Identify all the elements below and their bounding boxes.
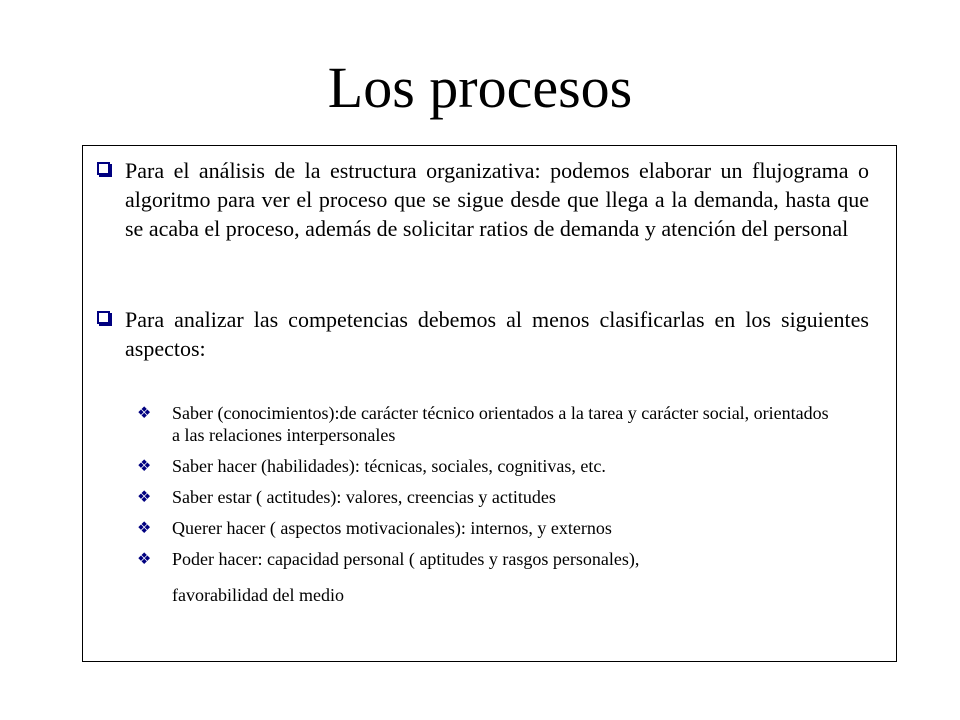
sub-bullet-text: Poder hacer: capacidad personal ( aptitudes y rasgos personales), [172, 549, 640, 569]
square-bullet-icon [97, 311, 110, 324]
sub-bullet-text: Saber (conocimientos):de carácter técnico orientados a la tarea y carácter social, orientados a las relaciones interpersonales [172, 403, 829, 445]
diamond-bullet-icon: ❖ [137, 487, 152, 506]
sub-bullet-item [137, 402, 837, 446]
sub-bullet-item [137, 486, 837, 508]
diamond-bullet-icon: ❖ [137, 518, 152, 537]
sub-bullet-item [137, 548, 837, 606]
sub-bullet-item [137, 517, 837, 539]
bullet-text: Para el análisis de la estructura organizativa: podemos elaborar un flujograma o algoritmo para ver el proceso que se sigue desde que llega a la demanda, hasta que se acaba el proceso, además de solicitar ratios de demanda y atención del personal [125, 158, 869, 241]
sub-bullet-continuation: favorabilidad del medio [172, 585, 344, 605]
diamond-bullet-icon: ❖ [137, 403, 152, 422]
sub-bullet-text: Querer hacer ( aspectos motivacionales): internos, y externos [172, 518, 612, 538]
diamond-bullet-icon: ❖ [137, 549, 152, 568]
bullet-item-competencias [97, 305, 869, 363]
sub-bullet-item [137, 455, 837, 477]
square-bullet-icon [97, 162, 110, 175]
slide-title: Los procesos [327, 55, 633, 120]
sub-bullet-text: Saber estar ( actitudes): valores, creencias y actitudes [172, 487, 556, 507]
diamond-bullet-icon: ❖ [137, 456, 152, 475]
sub-bullet-list [137, 402, 837, 615]
sub-bullet-text: Saber hacer (habilidades): técnicas, sociales, cognitivas, etc. [172, 456, 606, 476]
content-box [82, 145, 897, 662]
bullet-text: Para analizar las competencias debemos al menos clasificarlas en los siguientes aspectos: [125, 307, 869, 361]
bullet-item-analisis [97, 156, 869, 243]
